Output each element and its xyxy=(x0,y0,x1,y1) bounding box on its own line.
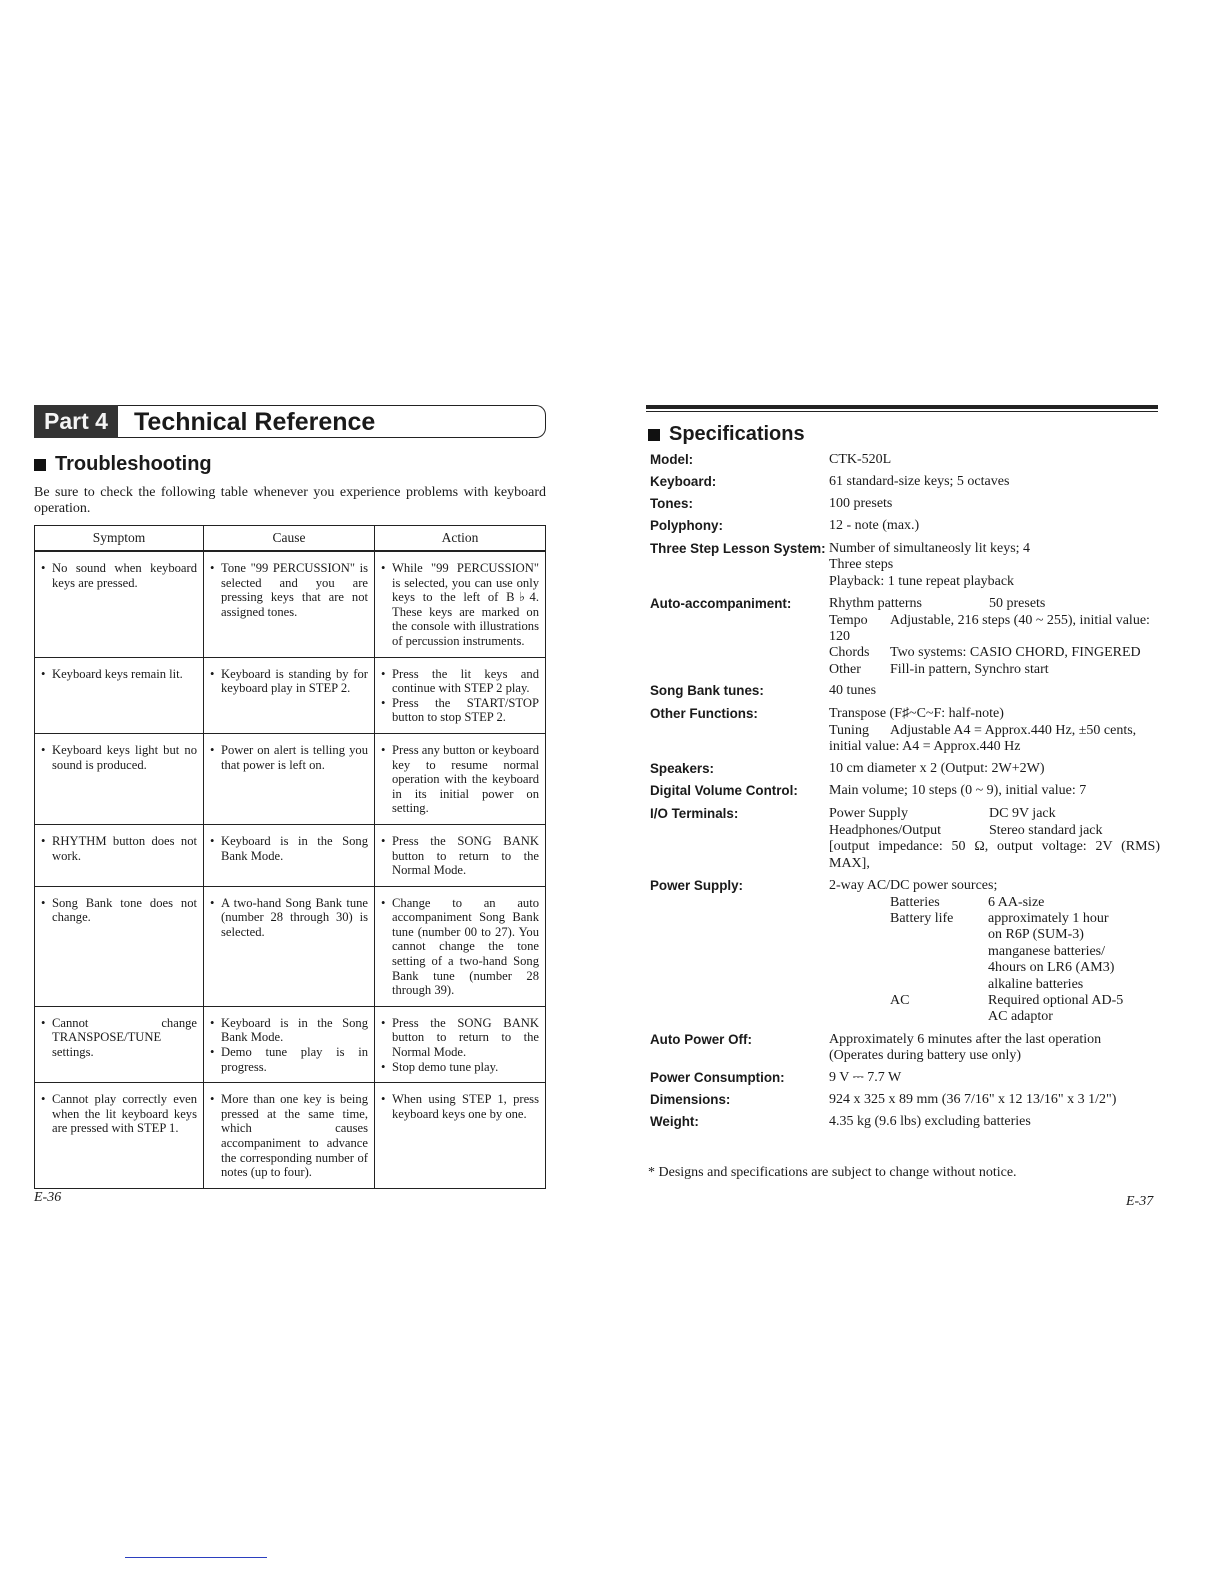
io-headphones-line xyxy=(829,823,1160,839)
bullet-text: Cannot play correctly even when the lit keyboard keys are pressed with STEP 1. xyxy=(52,1092,197,1136)
spec-value: 10 cm diameter x 2 (Output: 2W+2W) xyxy=(829,761,1045,777)
bullet-text: Change to an auto accompaniment Song Bank tune (number 00 to 27). You cannot change the tone setting of a two-hand Song Bank tune (number 28 through 39). xyxy=(392,895,539,998)
bullet-item xyxy=(381,667,539,696)
spec-label: Weight: xyxy=(650,1113,699,1129)
io-power-value: DC 9V jack xyxy=(989,806,1056,822)
bullet-item xyxy=(210,1016,368,1045)
bullet-text: More than one key is being pressed at the same time, which causes accompaniment to advance the corresponding number of notes (up to four). xyxy=(221,1092,368,1180)
bullet-text: Keyboard is in the Song Bank Mode. xyxy=(221,1015,368,1045)
apo-line: Approximately 6 minutes after the last operation xyxy=(829,1031,1102,1047)
top-rule xyxy=(646,405,1158,409)
spec-row-io xyxy=(650,806,1160,872)
spec-label: Speakers: xyxy=(650,761,715,777)
bullet-text: Keyboard is in the Song Bank Mode. xyxy=(221,833,368,863)
spec-value xyxy=(829,878,1160,1026)
symptom-cell xyxy=(35,886,204,1006)
bullet-item xyxy=(210,743,368,772)
io-headphones-key: Headphones/Output xyxy=(829,822,941,838)
part-header xyxy=(34,405,554,439)
troubleshooting-title: Troubleshooting xyxy=(55,453,212,475)
table-body xyxy=(35,551,546,1188)
bullet-icon: • xyxy=(210,895,215,910)
bullet-icon: • xyxy=(210,833,215,848)
bullet-icon: • xyxy=(41,561,46,575)
square-bullet-icon xyxy=(34,459,46,471)
bullet-item xyxy=(41,667,197,682)
bullet-item xyxy=(41,1016,197,1060)
intro-text: Be sure to check the following table whenever you experience problems with keyboard operation. xyxy=(34,485,546,516)
spec-value: Main volume; 10 steps (0 ~ 9), initial value: 7 xyxy=(829,783,1087,799)
spec-row-speakers xyxy=(650,761,1160,783)
symptom-cell xyxy=(35,551,204,657)
bullet-icon: • xyxy=(41,1015,46,1030)
spec-value: 4.35 kg (9.6 lbs) excluding batteries xyxy=(829,1113,1031,1129)
bullet-text: Press any button or keyboard key to resume normal operation with the keyboard in its initial power on setting. xyxy=(392,742,539,816)
action-cell xyxy=(375,657,546,733)
spec-label: Power Supply: xyxy=(650,878,744,894)
bullet-text: Tone "99 PERCUSSION" is selected and you are pressing keys that are not assigned tones. xyxy=(221,561,368,619)
bullet-item xyxy=(41,1092,197,1136)
spec-label: Song Bank tunes: xyxy=(650,683,764,699)
bullet-icon: • xyxy=(41,833,46,848)
bullet-icon: • xyxy=(381,561,386,575)
batteries-value: 6 AA-size xyxy=(988,894,1045,910)
spec-label: Power Consumption: xyxy=(650,1069,785,1085)
part-badge: Part 4 xyxy=(34,405,118,438)
symptom-cell xyxy=(35,657,204,733)
bullet-text: Press the START/STOP button to stop STEP 2. xyxy=(392,695,539,725)
power-details xyxy=(890,895,1160,1026)
bullet-item xyxy=(210,1092,368,1180)
spec-row-other-functions xyxy=(650,706,1160,755)
bullet-text: Keyboard is standing by for keyboard play in STEP 2. xyxy=(221,666,368,696)
bullet-text: Press the lit keys and continue with STEP 2 play. xyxy=(392,666,539,696)
spec-row-auto-accompaniment xyxy=(650,596,1160,678)
cause-cell xyxy=(204,733,375,824)
spec-value xyxy=(829,541,1160,590)
ac-line: AC adaptor xyxy=(988,1009,1053,1025)
bullet-item xyxy=(210,896,368,940)
bullet-icon: • xyxy=(210,1045,215,1060)
symptom-cell xyxy=(35,824,204,886)
specifications-title: Specifications xyxy=(669,423,805,445)
action-cell xyxy=(375,886,546,1006)
spec-value: CTK-520L xyxy=(829,452,892,467)
spec-value: 61 standard-size keys; 5 octaves xyxy=(829,474,1010,489)
bullet-icon: • xyxy=(381,695,386,710)
action-cell xyxy=(375,1006,546,1082)
table-row xyxy=(35,733,546,824)
spec-label: Auto Power Off: xyxy=(650,1031,752,1047)
io-headphones-value: Stereo standard jack xyxy=(989,822,1103,838)
io-impedance-line: [output impedance: 50 Ω, output voltage: 2V (RMS) MAX], xyxy=(829,839,1160,871)
bullet-item xyxy=(381,896,539,998)
spec-value xyxy=(829,806,1160,872)
specifications-heading xyxy=(648,423,805,446)
spec-value: 100 presets xyxy=(829,496,893,511)
spec-row-polyphony xyxy=(650,518,1160,541)
bullet-icon: • xyxy=(41,666,46,681)
symptom-cell xyxy=(35,733,204,824)
battery-life-key: Battery life xyxy=(890,910,954,926)
spec-label: Model: xyxy=(650,452,694,467)
spec-value xyxy=(829,706,1160,755)
lesson-line: Playback: 1 tune repeat playback xyxy=(829,573,1015,589)
bullet-item xyxy=(381,1092,539,1121)
tuning-key: Tuning xyxy=(829,722,869,738)
chords-line xyxy=(829,645,1160,661)
bullet-item xyxy=(210,1045,368,1074)
spec-row-auto-power-off xyxy=(650,1032,1160,1065)
bullet-item xyxy=(381,561,539,649)
bullet-icon: • xyxy=(381,1015,386,1030)
other-key: Other xyxy=(829,661,861,677)
header-action: Action xyxy=(375,526,546,552)
tempo-value: Adjustable, 216 steps (40 ~ 255), initial value: 120 xyxy=(829,612,1150,645)
lesson-line: Number of simultaneosly lit keys; 4 xyxy=(829,541,1031,556)
cause-cell xyxy=(204,1006,375,1082)
io-power-key: Power Supply xyxy=(829,806,908,822)
bullet-icon: • xyxy=(210,1092,215,1107)
bullet-text: No sound when keyboard keys are pressed. xyxy=(52,561,197,590)
spec-label: Digital Volume Control: xyxy=(650,783,798,799)
spec-label: Polyphony: xyxy=(650,518,723,533)
transpose-line: Transpose (F♯~C~F: half-note) xyxy=(829,706,1004,722)
rhythm-value: 50 presets xyxy=(989,596,1046,612)
lesson-line: Three steps xyxy=(829,557,894,573)
bullet-icon: • xyxy=(41,895,46,910)
bullet-text: Cannot change TRANSPOSE/TUNE settings. xyxy=(52,1015,197,1060)
power-intro: 2-way AC/DC power sources; xyxy=(829,878,998,894)
spec-value: 40 tunes xyxy=(829,683,877,699)
table-row xyxy=(35,657,546,733)
action-cell xyxy=(375,733,546,824)
tuning-value: Adjustable A4 = Approx.440 Hz, ±50 cents, initial value: A4 = Approx.440 Hz xyxy=(829,722,1137,755)
spec-value xyxy=(829,1032,1160,1065)
bullet-icon: • xyxy=(210,666,215,681)
bullet-text: Press the SONG BANK button to return to the Normal Mode. xyxy=(392,1015,539,1060)
spec-row-tones xyxy=(650,496,1160,518)
spec-label: Auto-accompaniment: xyxy=(650,596,792,612)
bullet-icon: • xyxy=(381,742,386,757)
bullet-icon: • xyxy=(210,561,215,575)
bullet-icon: • xyxy=(210,742,215,757)
bullet-text: RHYTHM button does not work. xyxy=(52,833,197,863)
spec-label: Tones: xyxy=(650,496,693,511)
bullet-item xyxy=(381,1016,539,1060)
spec-row-consumption xyxy=(650,1070,1160,1092)
bullet-icon: • xyxy=(381,666,386,681)
chords-key: Chords xyxy=(829,645,870,661)
spec-row-lesson xyxy=(650,541,1160,590)
spec-label: I/O Terminals: xyxy=(650,806,739,822)
battery-life-line: manganese batteries/ xyxy=(988,943,1106,959)
page-number-right: E-37 xyxy=(1126,1194,1154,1209)
table-row xyxy=(35,824,546,886)
table-row xyxy=(35,551,546,657)
tempo-key: Tempo xyxy=(829,612,868,628)
bullet-text: Keyboard keys light but no sound is produced. xyxy=(52,742,197,772)
troubleshooting-page xyxy=(34,405,554,1180)
bullet-icon: • xyxy=(41,1092,46,1107)
bullet-item xyxy=(41,834,197,863)
bullet-text: Demo tune play is in progress. xyxy=(221,1045,368,1074)
rhythm-line xyxy=(829,596,1160,612)
chords-value: Two systems: CASIO CHORD, FINGERED xyxy=(890,645,1141,661)
action-cell xyxy=(375,824,546,886)
cause-cell xyxy=(204,657,375,733)
bullet-text: Press the SONG BANK button to return to the Normal Mode. xyxy=(392,833,539,878)
battery-life-line: on R6P (SUM-3) xyxy=(988,927,1084,943)
bullet-item xyxy=(210,834,368,863)
square-bullet-icon xyxy=(648,429,660,441)
bullet-text: Power on alert is telling you that power is left on. xyxy=(221,742,368,772)
header-cause: Cause xyxy=(204,526,375,552)
table-row xyxy=(35,1006,546,1082)
bullet-item xyxy=(210,667,368,696)
bullet-item xyxy=(41,743,197,772)
footer-rule xyxy=(125,1557,267,1558)
bullet-icon: • xyxy=(210,1015,215,1030)
page-number-left: E-36 xyxy=(34,1190,62,1205)
battery-life-line: alkaline batteries xyxy=(988,976,1084,992)
cause-cell xyxy=(204,886,375,1006)
bullet-text: When using STEP 1, press keyboard keys one by one. xyxy=(392,1092,539,1121)
action-cell xyxy=(375,1083,546,1189)
tuning-line xyxy=(829,723,1160,756)
spec-label: Three Step Lesson System: xyxy=(650,541,826,556)
bullet-icon: • xyxy=(381,1059,386,1074)
symptom-cell xyxy=(35,1006,204,1082)
footnote: * Designs and specifications are subject to change without notice. xyxy=(648,1165,1017,1180)
spec-row-model xyxy=(650,452,1160,474)
bullet-item xyxy=(381,1060,539,1075)
bullet-text: While "99 PERCUSSION" is selected, you can use only keys to the left of B♭4. These keys are marked on the console with illustrations of percussion instruments. xyxy=(392,561,539,648)
bullet-item xyxy=(41,896,197,925)
battery-life-line: 4hours on LR6 (AM3) xyxy=(988,960,1115,976)
troubleshooting-table xyxy=(34,525,546,1189)
spec-value: 9 V ⎓ 7.7 W xyxy=(829,1069,902,1085)
spec-row-power-supply xyxy=(650,878,1160,1026)
ac-key: AC xyxy=(890,992,910,1008)
io-power-line xyxy=(829,806,1160,822)
bullet-icon: • xyxy=(381,833,386,848)
bullet-item xyxy=(381,743,539,816)
action-cell xyxy=(375,551,546,657)
bullet-icon: • xyxy=(41,742,46,757)
cause-cell xyxy=(204,551,375,657)
bullet-item xyxy=(381,696,539,725)
table-row xyxy=(35,1083,546,1189)
table-row xyxy=(35,886,546,1006)
bullet-text: Stop demo tune play. xyxy=(392,1059,499,1074)
symptom-cell xyxy=(35,1083,204,1189)
apo-line: (Operates during battery use only) xyxy=(829,1048,1022,1064)
spec-label: Other Functions: xyxy=(650,706,758,722)
batteries-key: Batteries xyxy=(890,894,940,910)
bullet-text: Keyboard keys remain lit. xyxy=(52,666,183,681)
other-line xyxy=(829,662,1160,678)
ac-value xyxy=(988,993,1160,1026)
ac-line: Required optional AD-5 xyxy=(988,992,1124,1008)
troubleshooting-heading xyxy=(34,453,212,476)
battery-life-value xyxy=(988,911,1160,993)
spec-row-dimensions xyxy=(650,1092,1160,1114)
bullet-text: A two-hand Song Bank tune (number 28 through 30) is selected. xyxy=(221,895,368,939)
header-symptom: Symptom xyxy=(35,526,204,552)
spec-label: Dimensions: xyxy=(650,1091,731,1107)
table-header-row xyxy=(35,526,546,552)
spec-row-volume xyxy=(650,783,1160,806)
specifications-list xyxy=(650,452,1160,1136)
battery-life-line: approximately 1 hour xyxy=(988,910,1109,926)
spec-row-keyboard xyxy=(650,474,1160,496)
bullet-item xyxy=(381,834,539,878)
spec-row-song-bank xyxy=(650,683,1160,706)
top-rule-thin xyxy=(646,411,1158,412)
part-title: Technical Reference xyxy=(134,408,376,436)
rhythm-key: Rhythm patterns xyxy=(829,596,922,612)
spec-row-weight xyxy=(650,1114,1160,1136)
spec-value: 924 x 325 x 89 mm (36 7/16" x 12 13/16" x 3 1/2") xyxy=(829,1091,1117,1107)
bullet-text: Song Bank tone does not change. xyxy=(52,895,197,925)
cause-cell xyxy=(204,824,375,886)
spec-value: 12 - note (max.) xyxy=(829,518,920,533)
bullet-item xyxy=(41,561,197,590)
bullet-icon: • xyxy=(381,1092,386,1107)
spec-value xyxy=(829,596,1160,678)
cause-cell xyxy=(204,1083,375,1189)
spec-label: Keyboard: xyxy=(650,474,717,489)
other-value: Fill-in pattern, Synchro start xyxy=(890,661,1049,677)
tempo-line xyxy=(829,613,1160,646)
bullet-item xyxy=(210,561,368,619)
bullet-icon: • xyxy=(381,895,386,910)
